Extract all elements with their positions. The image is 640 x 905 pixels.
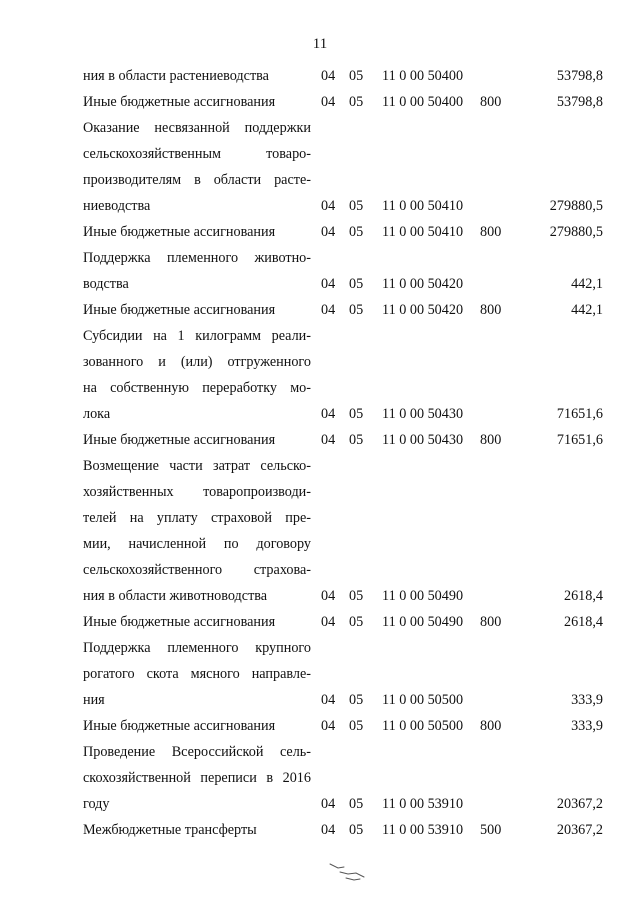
item-name-line: Субсидии на 1 килограмм реали- <box>83 328 311 344</box>
item-name-line: сельскохозяйственным товаро- <box>83 146 311 162</box>
item-name-line: Иные бюджетные ассигнования <box>83 302 276 318</box>
amount: 71651,6 <box>556 432 603 448</box>
amount: 20367,2 <box>556 822 603 838</box>
row-codes <box>0 791 640 817</box>
amount: 2618,4 <box>563 614 603 630</box>
table-row <box>0 63 640 89</box>
row-codes <box>0 817 640 843</box>
expense-type-code: 800 <box>480 224 502 240</box>
amount: 20367,2 <box>556 796 603 812</box>
item-name-line: Иные бюджетные ассигнования <box>83 432 276 448</box>
row-codes <box>0 219 640 245</box>
row-codes <box>0 401 640 427</box>
item-name-line: ниеводства <box>83 198 151 214</box>
row-codes <box>0 89 640 115</box>
item-name-line: ния <box>83 692 105 708</box>
section-code: 04 <box>321 588 336 604</box>
subsection-code: 05 <box>349 692 364 708</box>
table-row <box>0 609 640 635</box>
table-row <box>0 323 640 427</box>
section-code: 04 <box>321 692 336 708</box>
target-article-code: 11 0 00 50400 <box>382 94 464 110</box>
section-code: 04 <box>321 718 336 734</box>
item-name-line: Поддержка племенного животно- <box>83 250 311 266</box>
target-article-code: 11 0 00 50420 <box>382 302 464 318</box>
item-name-line: Межбюджетные трансферты <box>83 822 257 838</box>
subsection-code: 05 <box>349 68 364 84</box>
item-name-line: Проведение Всероссийской сель- <box>83 744 311 760</box>
table-row <box>0 739 640 817</box>
subsection-code: 05 <box>349 224 364 240</box>
section-code: 04 <box>321 432 336 448</box>
expense-type-code: 800 <box>480 432 502 448</box>
expense-type-code: 500 <box>480 822 502 838</box>
amount: 279880,5 <box>549 198 603 214</box>
target-article-code: 11 0 00 50490 <box>382 588 464 604</box>
section-code: 04 <box>321 94 336 110</box>
item-name-line: году <box>83 796 110 812</box>
budget-table <box>0 63 640 843</box>
subsection-code: 05 <box>349 614 364 630</box>
section-code: 04 <box>321 302 336 318</box>
row-codes <box>0 427 640 453</box>
target-article-code: 11 0 00 53910 <box>382 822 464 838</box>
section-code: 04 <box>321 822 336 838</box>
subsection-code: 05 <box>349 822 364 838</box>
target-article-code: 11 0 00 50430 <box>382 406 464 422</box>
target-article-code: 11 0 00 50500 <box>382 718 464 734</box>
target-article-code: 11 0 00 50410 <box>382 224 464 240</box>
target-article-code: 11 0 00 50410 <box>382 198 464 214</box>
section-code: 04 <box>321 68 336 84</box>
amount: 279880,5 <box>549 224 603 240</box>
item-name-line: Иные бюджетные ассигнования <box>83 614 276 630</box>
item-name-line: хозяйственных товаропроизводи- <box>83 484 311 500</box>
item-name-line: Возмещение части затрат сельско- <box>83 458 311 474</box>
target-article-code: 11 0 00 50500 <box>382 692 464 708</box>
target-article-code: 11 0 00 50400 <box>382 68 464 84</box>
item-name-line: зованного и (или) отгруженного <box>83 354 311 370</box>
item-name-line: телей на уплату страховой пре- <box>83 510 311 526</box>
expense-type-code: 800 <box>480 718 502 734</box>
table-row <box>0 427 640 453</box>
section-code: 04 <box>321 276 336 292</box>
item-name-line: водства <box>83 276 129 292</box>
section-code: 04 <box>321 198 336 214</box>
table-row <box>0 297 640 323</box>
page-number: 11 <box>312 36 328 52</box>
table-row <box>0 817 640 843</box>
target-article-code: 11 0 00 50430 <box>382 432 464 448</box>
section-code: 04 <box>321 796 336 812</box>
item-name-line: Иные бюджетные ассигнования <box>83 224 276 240</box>
item-name-line: Иные бюджетные ассигнования <box>83 718 276 734</box>
row-codes <box>0 193 640 219</box>
amount: 333,9 <box>571 718 603 734</box>
row-codes <box>0 609 640 635</box>
item-name-line: лока <box>83 406 111 422</box>
row-codes <box>0 713 640 739</box>
subsection-code: 05 <box>349 406 364 422</box>
target-article-code: 11 0 00 53910 <box>382 796 464 812</box>
item-name-line: производителям в области расте- <box>83 172 311 188</box>
amount: 53798,8 <box>556 94 603 110</box>
row-codes <box>0 297 640 323</box>
subsection-code: 05 <box>349 198 364 214</box>
item-name-line: на собственную переработку мо- <box>83 380 311 396</box>
row-codes <box>0 687 640 713</box>
section-code: 04 <box>321 224 336 240</box>
table-row <box>0 635 640 713</box>
table-row <box>0 713 640 739</box>
table-row <box>0 89 640 115</box>
item-name-line: Оказание несвязанной поддержки <box>83 120 311 136</box>
subsection-code: 05 <box>349 718 364 734</box>
item-name-line: рогатого скота мясного направле- <box>83 666 311 682</box>
amount: 442,1 <box>571 302 603 318</box>
amount: 442,1 <box>571 276 603 292</box>
row-codes <box>0 583 640 609</box>
item-name-line: ния в области растениеводства <box>83 68 269 84</box>
amount: 53798,8 <box>556 68 603 84</box>
amount: 2618,4 <box>563 588 603 604</box>
subsection-code: 05 <box>349 796 364 812</box>
row-codes <box>0 63 640 89</box>
item-name-line: ния в области животноводства <box>83 588 268 604</box>
expense-type-code: 800 <box>480 614 502 630</box>
item-name-line: Поддержка племенного крупного <box>83 640 311 656</box>
target-article-code: 11 0 00 50420 <box>382 276 464 292</box>
row-codes <box>0 271 640 297</box>
subsection-code: 05 <box>349 588 364 604</box>
scan-mark <box>326 858 372 884</box>
table-row <box>0 245 640 297</box>
table-row <box>0 115 640 219</box>
table-row <box>0 453 640 609</box>
item-name-line: Иные бюджетные ассигнования <box>83 94 276 110</box>
amount: 71651,6 <box>556 406 603 422</box>
section-code: 04 <box>321 406 336 422</box>
item-name-line: сельскохозяйственного страхова- <box>83 562 311 578</box>
expense-type-code: 800 <box>480 302 502 318</box>
amount: 333,9 <box>571 692 603 708</box>
subsection-code: 05 <box>349 432 364 448</box>
item-name-line: мии, начисленной по договору <box>83 536 311 552</box>
subsection-code: 05 <box>349 302 364 318</box>
table-row <box>0 219 640 245</box>
target-article-code: 11 0 00 50490 <box>382 614 464 630</box>
expense-type-code: 800 <box>480 94 502 110</box>
section-code: 04 <box>321 614 336 630</box>
subsection-code: 05 <box>349 94 364 110</box>
subsection-code: 05 <box>349 276 364 292</box>
item-name-line: скохозяйственной переписи в 2016 <box>83 770 311 786</box>
